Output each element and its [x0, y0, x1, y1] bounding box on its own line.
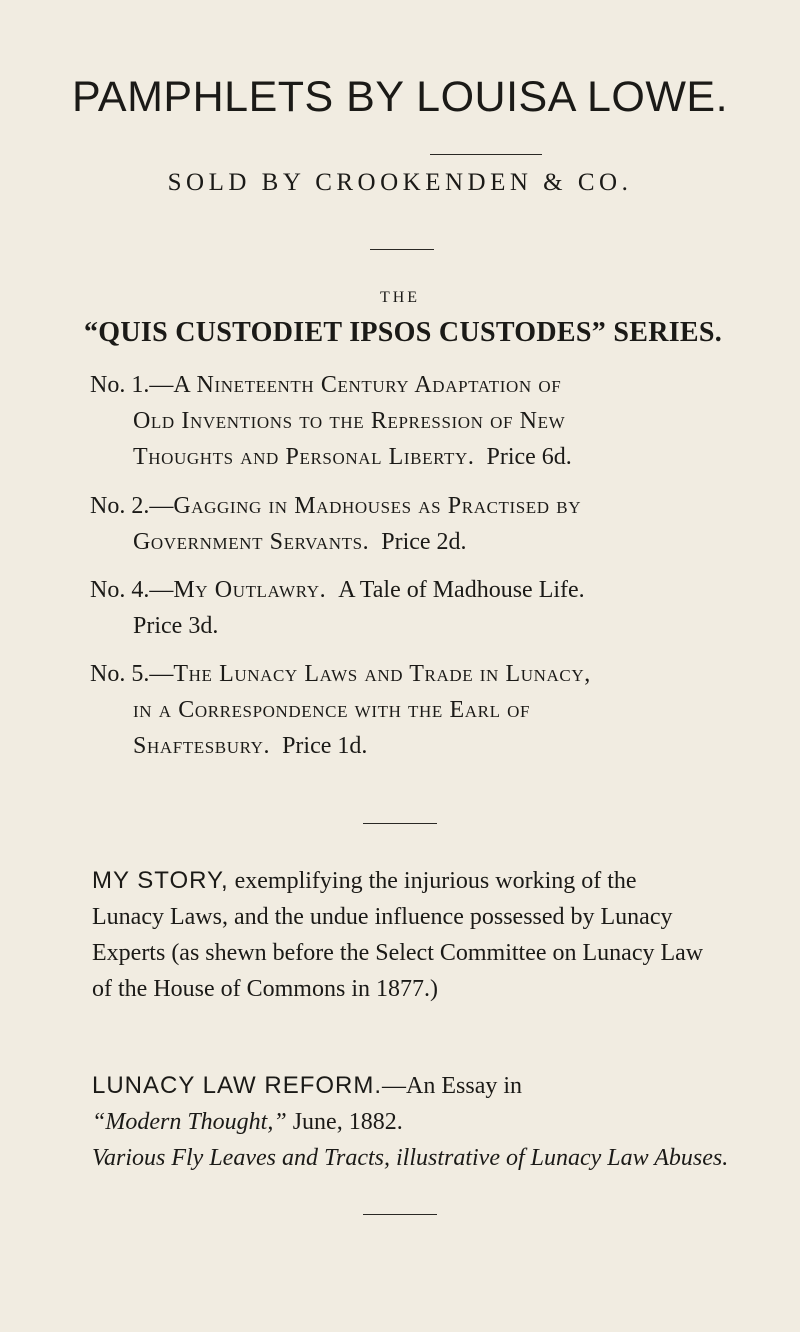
- entry-price: Price 3d.: [133, 613, 219, 639]
- entry-number: No. 1.: [90, 372, 150, 398]
- divider-short: [363, 823, 437, 824]
- my-story-paragraph: [92, 863, 712, 1007]
- entry-number: No. 5.: [90, 661, 150, 687]
- entry-title: Gagging in Madhouses as Practised by: [173, 493, 582, 519]
- entry-price: Price 2d.: [381, 529, 467, 555]
- lunacy-reform-date: June, 1882.: [292, 1109, 403, 1135]
- pamphlet-entry: [90, 367, 730, 475]
- divider-short: [370, 249, 434, 250]
- various-tracts: Various Fly Leaves and Tracts, illustrative of Lunacy Law Abuses.: [92, 1145, 729, 1171]
- entry-title-cont: in a Correspondence with the Earl of: [133, 697, 531, 723]
- entry-title-cont: Thoughts and Personal Liberty.: [133, 444, 475, 470]
- entry-dash: —: [149, 577, 174, 603]
- lunacy-reform-paragraph: [92, 1068, 712, 1140]
- pamphlet-entry: [90, 572, 730, 644]
- entry-title-cont: Government Servants.: [133, 529, 370, 555]
- entry-price: Price 1d.: [282, 733, 368, 759]
- page-title: PAMPHLETS BY LOUISA LOWE.: [71, 73, 729, 121]
- entry-price: Price 6d.: [486, 444, 572, 470]
- series-article: THE: [379, 289, 421, 306]
- entry-dash: —: [149, 661, 174, 687]
- entry-title: The Lunacy Laws and Trade in Lunacy,: [173, 661, 591, 687]
- lunacy-reform-heading: LUNACY LAW REFORM.: [92, 1072, 383, 1099]
- series-title: “QUIS CUSTODIET IPSOS CUSTODES” SERIES.: [84, 317, 723, 348]
- lunacy-reform-dash: —: [382, 1073, 407, 1099]
- entry-number: No. 2.: [90, 493, 150, 519]
- entry-title-cont: Old Inventions to the Repression of New: [133, 408, 566, 434]
- lunacy-reform-source: “Modern Thought,”: [92, 1109, 287, 1135]
- pamphlet-entry: [90, 656, 730, 764]
- entry-dash: —: [149, 372, 174, 398]
- publisher-line: SOLD BY CROOKENDEN & CO.: [167, 169, 633, 196]
- lunacy-reform-text: An Essay in: [406, 1073, 523, 1099]
- entry-title: My Outlawry.: [173, 577, 327, 603]
- entry-subtitle: A Tale of Madhouse Life.: [338, 577, 585, 603]
- entry-title-cont: Shaftesbury.: [133, 733, 271, 759]
- pamphlet-entry: [90, 488, 730, 560]
- divider-short: [363, 1214, 437, 1215]
- entry-number: No. 4.: [90, 577, 150, 603]
- entry-title: A Nineteenth Century Adaptation of: [173, 372, 562, 398]
- my-story-heading: MY STORY,: [92, 867, 229, 894]
- entry-dash: —: [149, 493, 174, 519]
- my-story-text: exemplifying the injurious working of the Lunacy Laws, and the undue influence possessed by Lunacy Experts (as shewn before the Select Committee on Lunacy Law of the House of Commons in 1877.): [92, 868, 704, 1002]
- divider-short: [430, 154, 542, 155]
